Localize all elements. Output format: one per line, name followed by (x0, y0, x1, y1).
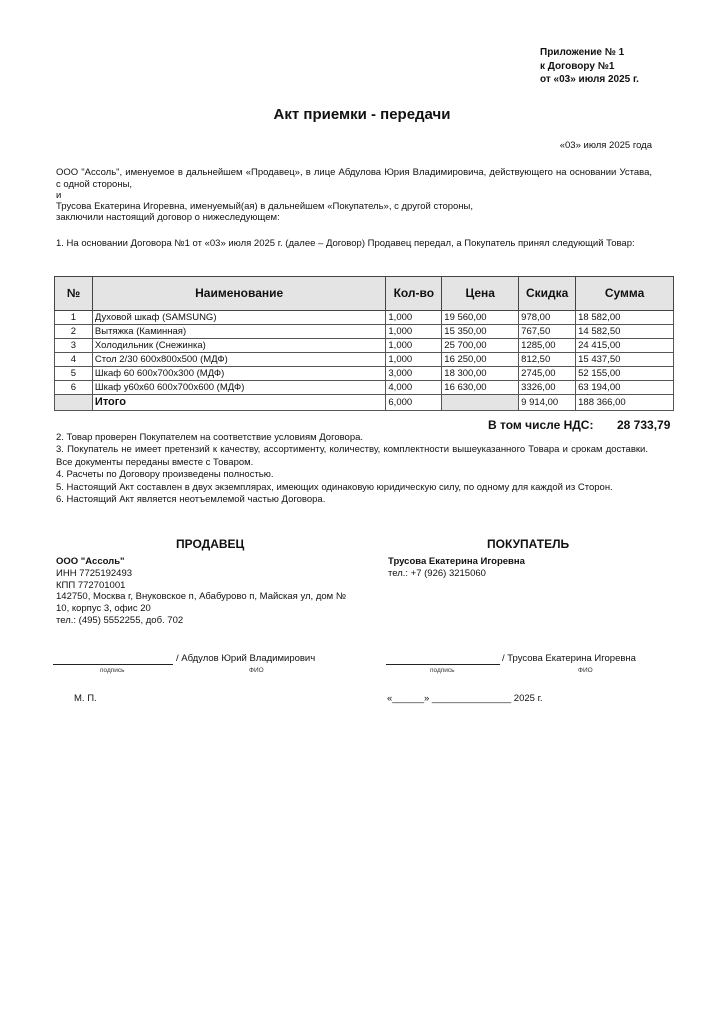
seller-kpp: КПП 772701001 (56, 579, 126, 591)
cell-discount: 1285,00 (519, 339, 576, 353)
intro-buyer: Трусова Екатерина Игоревна, именуемый(ая) в дальнейшем «Покупатель», с другой стороны, (56, 201, 474, 212)
document-title: Акт приемки - передачи (273, 106, 451, 123)
appendix-header (540, 46, 639, 87)
table-row (55, 339, 674, 353)
cell-sum: 18 582,00 (576, 311, 674, 325)
document-date: «03» июля 2025 года (559, 140, 652, 151)
seller-inn: ИНН 7725192493 (56, 567, 133, 579)
cell-number: 4 (55, 353, 93, 367)
cell-sum: 63 194,00 (576, 381, 674, 395)
cell-discount: 767,50 (519, 325, 576, 339)
header-number: № (55, 277, 93, 311)
cell-price: 15 350,00 (442, 325, 519, 339)
seller-heading: ПРОДАВЕЦ (176, 537, 245, 551)
cell-name: Холодильник (Снежинка) (92, 339, 385, 353)
vat-label: В том числе НДС: (488, 418, 594, 432)
cell-qty: 3,000 (386, 367, 442, 381)
clause-1: 1. На основании Договора №1 от «03» июля 2025 г. (далее – Договор) Продавец передал, а Покупатель принял следующий Товар: (56, 238, 635, 249)
cell-price: 18 300,00 (442, 367, 519, 381)
table-row (55, 381, 674, 395)
seller-signature-line (53, 664, 173, 665)
cell-sum: 14 582,50 (576, 325, 674, 339)
cell-name: Духовой шкаф (SAMSUNG) (92, 311, 385, 325)
header-sum: Сумма (576, 277, 674, 311)
cell-number: 1 (55, 311, 93, 325)
intro-concluded: заключили настоящий договор о нижеследующем: (56, 212, 280, 223)
cell-price: 16 250,00 (442, 353, 519, 367)
cell-discount: 2745,00 (519, 367, 576, 381)
cell-discount: 978,00 (519, 311, 576, 325)
table-header-row (55, 277, 674, 311)
buyer-caption-fio: ФИО (578, 667, 593, 674)
appendix-line-1: Приложение № 1 (540, 47, 625, 58)
total-qty: 6,000 (386, 395, 442, 411)
seller-caption-sign: подпись (100, 667, 125, 674)
cell-name: Стол 2/30 600х800х500 (МДФ) (92, 353, 385, 367)
buyer-signature-name: / Трусова Екатерина Игоревна (502, 653, 636, 664)
buyer-date-line: «______» _______________ 2025 г. (387, 693, 543, 704)
total-discount: 9 914,00 (519, 395, 576, 411)
cell-number: 5 (55, 367, 93, 381)
cell-price: 16 630,00 (442, 381, 519, 395)
clause-5: 5. Настоящий Акт составлен в двух экземплярах, имеющих одинаковую юридическую силу, по одному для каждой из Сторон. (56, 481, 613, 493)
cell-sum: 15 437,50 (576, 353, 674, 367)
cell-sum: 24 415,00 (576, 339, 674, 353)
appendix-line-3: от «03» июля 2025 г. (540, 74, 639, 85)
cell-qty: 1,000 (386, 325, 442, 339)
clause-2: 2. Товар проверен Покупателем на соответствие условиям Договора. (56, 432, 364, 443)
intro-seller: ООО "Ассоль", именуемое в дальнейшем «Продавец», в лице Абдулова Юрия Владимировича, действующего на основании Устава, с одной стороны, (56, 167, 652, 190)
buyer-name: Трусова Екатерина Игоревна (388, 556, 525, 567)
seller-name: ООО "Ассоль" (56, 556, 125, 567)
appendix-line-2: к Договору №1 (540, 60, 615, 72)
cell-name: Шкаф у60х60 600х700х600 (МДФ) (92, 381, 385, 395)
intro-and: и (56, 190, 62, 201)
header-qty: Кол-во (386, 277, 442, 311)
goods-table (54, 276, 674, 411)
cell-sum: 52 155,00 (576, 367, 674, 381)
clause-6: 6. Настоящий Акт является неотъемлемой частью Договора. (56, 494, 326, 506)
total-row (55, 395, 674, 411)
seller-details (56, 556, 356, 627)
cell-number: 2 (55, 325, 93, 339)
vat-value: 28 733,79 (617, 418, 671, 432)
cell-qty: 4,000 (386, 381, 442, 395)
table-row (55, 353, 674, 367)
total-price-empty (442, 395, 519, 411)
cell-name: Шкаф 60 600х700х300 (МДФ) (92, 367, 385, 381)
table-row (55, 367, 674, 381)
table-row (55, 325, 674, 339)
seller-stamp: М. П. (74, 693, 97, 704)
total-sum: 188 366,00 (576, 395, 674, 411)
header-discount: Скидка (519, 277, 576, 311)
clause-3: 3. Покупатель не имеет претензий к качеству, ассортименту, количеству, комплектности вышеуказанного Товара и срокам доставки. Все документы переданы вместе с Товаром. (56, 444, 648, 468)
cell-qty: 1,000 (386, 339, 442, 353)
buyer-caption-sign: подпись (430, 667, 455, 674)
clause-4: 4. Расчеты по Договору произведены полностью. (56, 469, 274, 481)
table-row (55, 311, 674, 325)
cell-qty: 1,000 (386, 353, 442, 367)
header-name: Наименование (92, 277, 385, 311)
cell-number: 3 (55, 339, 93, 353)
cell-discount: 812,50 (519, 353, 576, 367)
seller-address: 142750, Москва г, Внуковское п, Абабурово п, Майская ул, дом № 10, корпус 3, офис 20 (56, 591, 347, 615)
buyer-phone: тел.: +7 (926) 3215060 (388, 567, 486, 579)
buyer-heading: ПОКУПАТЕЛЬ (487, 537, 570, 551)
cell-qty: 1,000 (386, 311, 442, 325)
cell-name: Вытяжка (Каминная) (92, 325, 385, 339)
total-label: Итого (92, 395, 385, 411)
cell-price: 25 700,00 (442, 339, 519, 353)
cell-price: 19 560,00 (442, 311, 519, 325)
cell-discount: 3326,00 (519, 381, 576, 395)
buyer-details (388, 556, 688, 580)
header-price: Цена (442, 277, 519, 311)
cell-number: 6 (55, 381, 93, 395)
seller-signature-name: / Абдулов Юрий Владимирович (176, 653, 316, 664)
total-empty-cell (55, 395, 93, 411)
buyer-signature-line (386, 664, 500, 665)
seller-phone: тел.: (495) 5552255, доб. 702 (56, 614, 184, 626)
clauses (56, 432, 648, 506)
seller-caption-fio: ФИО (249, 667, 264, 674)
